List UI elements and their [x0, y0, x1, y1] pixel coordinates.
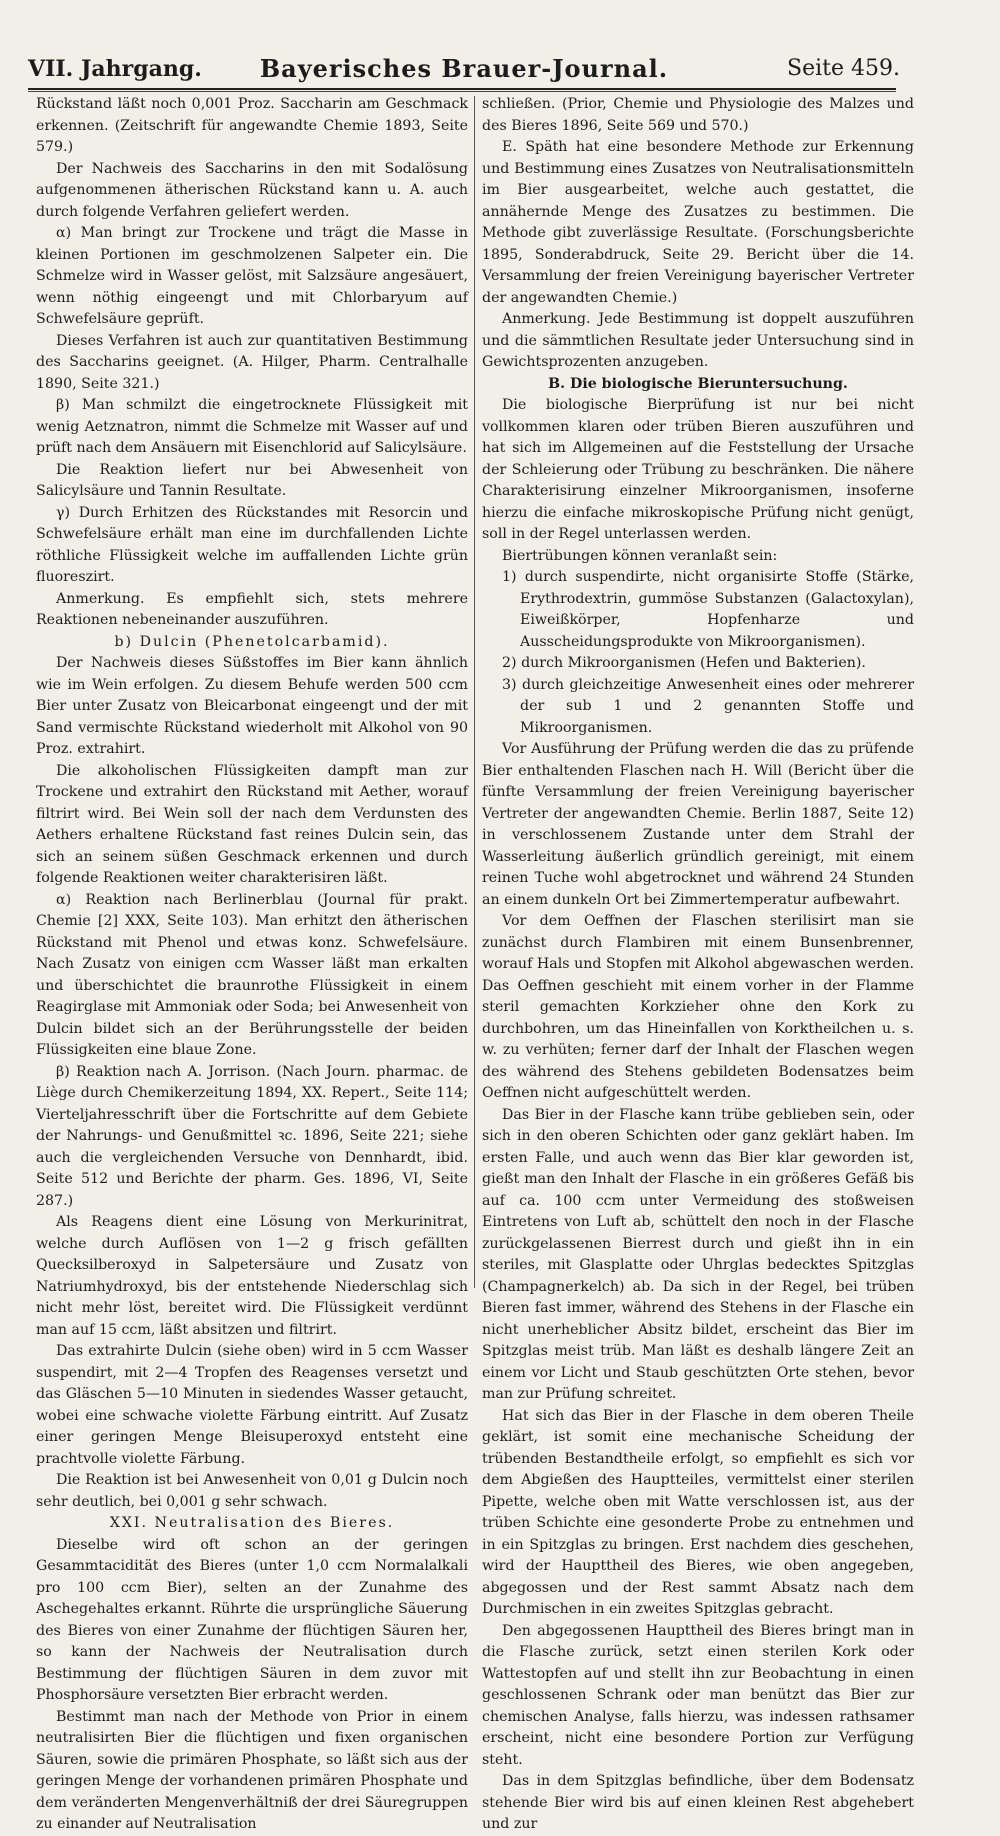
- list-item: 3) durch gleichzeitige Anwesenheit eines oder mehrerer der sub 1 und 2 genannten Stoffe und Mikroorganismen.: [502, 676, 914, 736]
- paragraph: Das extrahirte Dulcin (siehe oben) wird in 5 ccm Wasser suspendirt, mit 2—4 Tropfen des Reagenses versetzt und das Gläschen 5—10 Minuten in siedendes Wasser getaucht, wobei eine schwache violette Färbung eintritt. Auf Zusatz einer geringen Menge Bleisuperoxyd entsteht eine prachtvolle violette Färbung.: [36, 1343, 468, 1467]
- paragraph: Dieselbe wird oft schon an der geringen Gesammtacidität des Bieres (unter 1,0 ccm Normalalkali pro 100 ccm Bier), selten an der Zunahme des Aschegehaltes erkannt. Rührte die ursprüngliche Säuerung des Bieres von einer Zunahme der flüchtigen Säuren her, so kann der Nachweis der Neutralisation durch Bestimmung der flüchtigen Säuren in dem zuvor mit Phosphorsäure versetzten Bier erbracht werden.: [36, 1536, 468, 1703]
- paragraph: Die biologische Bierprüfung ist nur bei nicht vollkommen klaren oder trüben Bieren auszuführen und hat sich im Allgemeinen auf die Feststellung der Ursache der Schleierung oder Trübung zu beschränken. Die nähere Charakterisirung einzelner Mikroorganismen, insoferne hierzu die einfache mikroskopische Prüfung nicht genügt, soll in der Regel unterlassen werden.: [482, 397, 914, 542]
- paragraph: Den abgegossenen Haupttheil des Bieres bringt man in die Flasche zurück, setzt einen sterilen Kork oder Wattestopfen auf und stellt ihn zur Beobachtung in einen geschlossenen Schrank oder man benützt das Bier zur chemischen Analyse, falls hierzu, was indessen rathsamer erscheint, nicht eine besondere Portion zur Verfügung steht.: [482, 1622, 914, 1768]
- paragraph: β) Man schmilzt die eingetrocknete Flüssigkeit mit wenig Aetznatron, nimmt die Schmelze mit Wasser auf und prüft nach dem Ansäuern mit Eisenchlorid auf Salicylsäure.: [36, 397, 468, 456]
- paragraph: γ) Durch Erhitzen des Rückstandes mit Resorcin und Schwefelsäure erhält man eine im durchfallenden Lichte röthliche Flüssigkeit welche im auffallenden Lichte grün fluoreszirt.: [36, 504, 468, 585]
- paragraph: schließen. (Prior, Chemie und Physiologie des Malzes und des Bieres 1896, Seite 569 und 570.): [482, 96, 914, 134]
- paragraph: Die Reaktion ist bei Anwesenheit von 0,01 g Dulcin noch sehr deutlich, bei 0,001 g sehr schwach.: [36, 1472, 468, 1510]
- paragraph: Der Nachweis des Saccharins in den mit Sodalösung aufgenommenen ätherischen Rückstand kann u. A. auch durch folgende Verfahren geliefert werden.: [36, 160, 468, 220]
- paragraph: Anmerkung. Es empfiehlt sich, stets mehrere Reaktionen nebeneinander auszuführen.: [36, 590, 468, 628]
- paragraph: Die Reaktion liefert nur bei Abwesenheit von Salicylsäure und Tannin Resultate.: [36, 461, 468, 499]
- list-item: 1) durch suspendirte, nicht organisirte Stoffe (Stärke, Erythrodextrin, gummöse Substanzen (Galactoxylan), Eiweißkörper, Hopfenharze und Ausscheidungsprodukte von Mikroorganismen).: [502, 569, 914, 650]
- volume-label: VII. Jahrgang.: [28, 56, 202, 82]
- paragraph: β) Reaktion nach A. Jorrison. (Nach Journ. pharmac. de Liège durch Chemikerzeitung 1894, XX. Repert., Seite 114; Vierteljahresschrift über die Fortschritte auf dem Gebiete der Nahrungs- und Genußmittel ꝛc. 1896, Seite 221; siehe auch die vergleichenden Versuche von Dennhardt, ibid. Seite 512 und Berichte der pharm. Ges. 1896, VI, Seite 287.): [36, 1063, 468, 1209]
- right-column: [482, 94, 914, 1836]
- paragraph: Rückstand läßt noch 0,001 Proz. Saccharin am Geschmack erkennen. (Zeitschrift für angewandte Chemie 1893, Seite 579.): [36, 96, 468, 155]
- list-item: 2) durch Mikroorganismen (Hefen und Bakterien).: [502, 655, 866, 671]
- section-heading: XXI. Neutralisation des Bieres.: [109, 1515, 395, 1531]
- page-header: [28, 56, 900, 86]
- paragraph: Vor Ausführung der Prüfung werden die das zu prüfende Bier enthaltenden Flaschen nach H. Will (Bericht über die fünfte Versammlung der freien Vereinigung bayerischer Vertreter der angewandten Chemie. Berlin 1887, Seite 12) in verschlossenem Zustande unter dem Strahl der Wasserleitung äußerlich gründlich gereinigt, mit einem reinen Tuche wohl abgetrocknet und während 24 Stunden an einem dunkeln Ort bei Zimmertemperatur aufbewahrt.: [482, 741, 914, 908]
- journal-title: Bayerisches Brauer-Journal.: [259, 54, 669, 83]
- paragraph: Biertrübungen können veranlaßt sein:: [502, 547, 778, 564]
- page-number: Seite 459.: [787, 56, 900, 81]
- paragraph: Als Reagens dient eine Lösung von Merkurinitrat, welche durch Auflösen von 1—2 g frisch gefällten Quecksilberoxyd in Salpetersäure und Zusatz von Natriumhydroxyd, bis der entstehende Niederschlag sich nicht mehr löst, bereitet wird. Die Flüssigkeit verdünnt man auf 15 ccm, läßt absitzen und filtrirt.: [36, 1214, 468, 1338]
- paragraph: Das in dem Spitzglas befindliche, über dem Bodensatz stehende Bier wird bis auf einen kleinen Rest abgehebert und zur: [482, 1773, 914, 1832]
- paragraph: α) Reaktion nach Berlinerblau (Journal für prakt. Chemie [2] XXX, Seite 103). Man erhitzt den ätherischen Rückstand mit Phenol und etwas konz. Schwefelsäure. Nach Zusatz von einigen ccm Wasser läßt man erkalten und überschichtet die braunrothe Flüssigkeit in einem Reagirglase mit Ammoniak oder Soda; bei Anwesenheit von Dulcin bildet sich an der Berührungsstelle der beiden Flüssigkeiten eine blaue Zone.: [36, 891, 468, 1058]
- paragraph: Der Nachweis dieses Süßstoffes im Bier kann ähnlich wie im Wein erfolgen. Zu diesem Behufe werden 500 ccm Bier unter Zusatz von Bleicarbonat eingeengt und der mit Sand vermischte Rückstand wiederholt mit Alkohol von 90 Proz. extrahirt.: [36, 655, 468, 757]
- header-rule-thin: [28, 91, 896, 92]
- paragraph: Dieses Verfahren ist auch zur quantitativen Bestimmung des Saccharins geeignet. (A. Hilger, Pharm. Centralhalle 1890, Seite 321.): [36, 332, 468, 392]
- paragraph: Hat sich das Bier in der Flasche in dem oberen Theile geklärt, ist somit eine mechanische Scheidung der trübenden Bestandtheile erfolgt, so empfiehlt es sich vor dem Abgießen des Hauptteiles, vermittelst einer sterilen Pipette, welche oben mit Watte verschlossen ist, aus der trüben Schichte eine gesonderte Probe zu entnehmen und in ein Spitzglas zu bringen. Erst nachdem dies geschehen, wird der Haupttheil des Bieres, wie oben angegeben, abgegossen und der Rest sammt Absatz nach dem Durchmischen in ein zweites Spitzglas gebracht.: [482, 1407, 914, 1617]
- section-heading: B. Die biologische Bieruntersuchung.: [548, 375, 848, 392]
- paragraph: Anmerkung. Jede Bestimmung ist doppelt auszuführen und die sämmtlichen Resultate jeder Untersuchung sind in Gewichtsprozenten anzugeben.: [482, 311, 914, 370]
- paragraph: E. Späth hat eine besondere Methode zur Erkennung und Bestimmung eines Zusatzes von Neutralisationsmitteln im Bier ausgearbeitet, welche auch gestattet, die annähernde Menge des Zusatzes zu bestimmen. Die Methode gibt zuverlässige Resultate. (Forschungsberichte 1895, Sonderabdruck, Seite 29. Bericht über die 14. Versammlung der freien Vereinigung bayerischer Vertreter der angewandten Chemie.): [482, 139, 914, 306]
- paragraph: Das Bier in der Flasche kann trübe geblieben sein, oder sich in den oberen Schichten oder ganz geklärt haben. Im ersten Falle, und auch wenn das Bier klar geworden ist, gießt man den Inhalt der Flasche in ein größeres Gefäß bis auf ca. 100 ccm unter Vermeidung des stoßweisen Eintretens von Luft ab, schüttelt den noch in der Flasche zurückgelassenen Bierrest durch und gießt ihn in ein steriles, mit Glasplatte oder Uhrglas bedecktes Spitzglas (Champagnerkelch) ab. Da sich in der Regel, bei trüben Bieren fast immer, während des Stehens in der Flasche ein nicht unerheblicher Absitz bildet, erscheint das Bier im Spitzglas meist trüb. Man läßt es deshalb längere Zeit an einem vor Licht und Staub geschützten Orte stehen, bevor man zur Prüfung schreitet.: [482, 1106, 914, 1402]
- section-heading: b) Dulcin (Phenetolcarbamid).: [114, 633, 390, 650]
- column-divider: [474, 96, 475, 1288]
- paragraph: Bestimmt man nach der Methode von Prior in einem neutralisirten Bier die flüchtigen und fixen organischen Säuren, sowie die primären Phosphate, so läßt sich aus der geringen Menge der vorhandenen primären Phosphate und dem veränderten Mengenverhältniß der drei Säuregruppen zu einander auf Neutralisation: [36, 1708, 468, 1832]
- paragraph: Die alkoholischen Flüssigkeiten dampft man zur Trockene und extrahirt den Rückstand mit Aether, worauf filtrirt wird. Bei Wein soll der nach dem Verdunsten des Aethers erhaltene Rückstand fast reines Dulcin sein, das sich an seinem süßen Geschmack erkennen und durch folgende Reaktionen weiter charakterisiren läßt.: [36, 762, 468, 886]
- paragraph: α) Man bringt zur Trockene und trägt die Masse in kleinen Portionen im geschmolzenen Salpeter ein. Die Schmelze wird in Wasser gelöst, mit Salzsäure angesäuert, wenn nöthig eingeengt und mit Chlorbaryum auf Schwefelsäure geprüft.: [36, 225, 468, 327]
- paragraph: Vor dem Oeffnen der Flaschen sterilisirt man sie zunächst durch Flambiren mit einem Bunsenbrenner, worauf Hals und Stopfen mit Alkohol abgewaschen werden. Das Oeffnen geschieht mit einem vorher in der Flamme steril gemachten Korkzieher ohne den Kork zu durchbohren, um das Hineinfallen von Korktheilchen u. s. w. zu verhüten; ferner darf der Inhalt der Flaschen wegen des während des Stehens gebildeten Bodensatzes beim Oeffnen nicht aufgeschüttelt werden.: [482, 913, 914, 1101]
- header-rule: [28, 88, 896, 90]
- left-column: [36, 94, 468, 1836]
